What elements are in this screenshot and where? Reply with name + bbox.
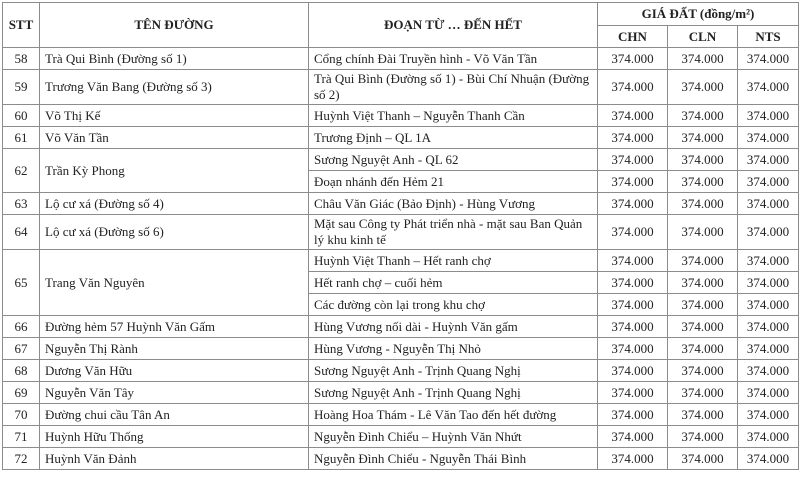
table-row — [3, 382, 799, 404]
cell-cln: 374.000 — [668, 294, 738, 316]
cell-cln: 374.000 — [668, 105, 738, 127]
cell-cln: 374.000 — [668, 426, 738, 448]
header-street-name: TÊN ĐƯỜNG — [40, 3, 309, 48]
table-row — [3, 250, 799, 272]
cell-segment: Hết ranh chợ – cuối hẻm — [309, 272, 598, 294]
table-row — [3, 316, 799, 338]
cell-chn: 374.000 — [598, 338, 668, 360]
cell-cln: 374.000 — [668, 48, 738, 70]
cell-stt: 58 — [3, 48, 40, 70]
cell-nts: 374.000 — [738, 338, 799, 360]
cell-segment: Nguyễn Đình Chiểu – Huỳnh Văn Nhứt — [309, 426, 598, 448]
cell-chn: 374.000 — [598, 149, 668, 171]
header-land-price: GIÁ ĐẤT (đồng/m²) — [598, 3, 799, 26]
cell-nts: 374.000 — [738, 70, 799, 105]
cell-segment: Hoàng Hoa Thám - Lê Văn Tao đến hết đường — [309, 404, 598, 426]
cell-chn: 374.000 — [598, 250, 668, 272]
cell-street-name: Trà Qui Bình (Đường số 1) — [40, 48, 309, 70]
cell-nts: 374.000 — [738, 48, 799, 70]
cell-chn: 374.000 — [598, 316, 668, 338]
cell-cln: 374.000 — [668, 360, 738, 382]
cell-cln: 374.000 — [668, 448, 738, 470]
cell-segment: Sương Nguyệt Anh - QL 62 — [309, 149, 598, 171]
cell-segment: Sương Nguyệt Anh - Trịnh Quang Nghị — [309, 360, 598, 382]
cell-nts: 374.000 — [738, 426, 799, 448]
cell-cln: 374.000 — [668, 193, 738, 215]
cell-stt: 59 — [3, 70, 40, 105]
cell-cln: 374.000 — [668, 382, 738, 404]
cell-stt: 71 — [3, 426, 40, 448]
cell-nts: 374.000 — [738, 294, 799, 316]
cell-nts: 374.000 — [738, 149, 799, 171]
cell-street-name: Trang Văn Nguyên — [40, 250, 309, 316]
cell-stt: 62 — [3, 149, 40, 193]
cell-cln: 374.000 — [668, 338, 738, 360]
cell-nts: 374.000 — [738, 448, 799, 470]
cell-nts: 374.000 — [738, 404, 799, 426]
cell-cln: 374.000 — [668, 215, 738, 250]
cell-street-name: Nguyễn Văn Tây — [40, 382, 309, 404]
cell-nts: 374.000 — [738, 316, 799, 338]
cell-stt: 63 — [3, 193, 40, 215]
cell-chn: 374.000 — [598, 70, 668, 105]
cell-stt: 72 — [3, 448, 40, 470]
cell-street-name: Nguyễn Thị Rành — [40, 338, 309, 360]
cell-nts: 374.000 — [738, 360, 799, 382]
cell-chn: 374.000 — [598, 171, 668, 193]
cell-chn: 374.000 — [598, 127, 668, 149]
cell-stt: 60 — [3, 105, 40, 127]
cell-nts: 374.000 — [738, 193, 799, 215]
cell-cln: 374.000 — [668, 171, 738, 193]
cell-chn: 374.000 — [598, 48, 668, 70]
cell-segment: Cổng chính Đài Truyền hình - Võ Văn Tần — [309, 48, 598, 70]
header-segment: ĐOẠN TỪ … ĐẾN HẾT — [309, 3, 598, 48]
cell-cln: 374.000 — [668, 404, 738, 426]
cell-segment: Mặt sau Công ty Phát triển nhà - mặt sau Ban Quản lý khu kinh tế — [309, 215, 598, 250]
table-row — [3, 193, 799, 215]
cell-stt: 65 — [3, 250, 40, 316]
table-row — [3, 70, 799, 105]
table-row — [3, 448, 799, 470]
cell-street-name: Huỳnh Văn Đảnh — [40, 448, 309, 470]
table-row — [3, 215, 799, 250]
cell-nts: 374.000 — [738, 215, 799, 250]
cell-cln: 374.000 — [668, 250, 738, 272]
header-chn: CHN — [598, 26, 668, 48]
table-row — [3, 426, 799, 448]
cell-stt: 67 — [3, 338, 40, 360]
cell-segment: Các đường còn lại trong khu chợ — [309, 294, 598, 316]
cell-stt: 69 — [3, 382, 40, 404]
cell-street-name: Trần Kỳ Phong — [40, 149, 309, 193]
cell-nts: 374.000 — [738, 171, 799, 193]
table-row — [3, 127, 799, 149]
cell-chn: 374.000 — [598, 193, 668, 215]
cell-street-name: Huỳnh Hữu Thống — [40, 426, 309, 448]
cell-segment: Sương Nguyệt Anh - Trịnh Quang Nghị — [309, 382, 598, 404]
cell-cln: 374.000 — [668, 316, 738, 338]
cell-chn: 374.000 — [598, 215, 668, 250]
cell-street-name: Lộ cư xá (Đường số 4) — [40, 193, 309, 215]
cell-street-name: Võ Văn Tần — [40, 127, 309, 149]
cell-cln: 374.000 — [668, 70, 738, 105]
cell-segment: Hùng Vương - Nguyễn Thị Nhỏ — [309, 338, 598, 360]
cell-cln: 374.000 — [668, 272, 738, 294]
cell-street-name: Đường chui cầu Tân An — [40, 404, 309, 426]
cell-segment: Trương Định – QL 1A — [309, 127, 598, 149]
header-nts: NTS — [738, 26, 799, 48]
cell-nts: 374.000 — [738, 382, 799, 404]
cell-nts: 374.000 — [738, 272, 799, 294]
cell-chn: 374.000 — [598, 382, 668, 404]
cell-segment: Trà Qui Bình (Đường số 1) - Bùi Chí Nhuận (Đường số 2) — [309, 70, 598, 105]
land-price-table — [2, 2, 799, 470]
cell-chn: 374.000 — [598, 272, 668, 294]
table-row — [3, 360, 799, 382]
table-row — [3, 48, 799, 70]
cell-street-name: Võ Thị Kế — [40, 105, 309, 127]
cell-cln: 374.000 — [668, 149, 738, 171]
cell-segment: Huỳnh Việt Thanh – Hết ranh chợ — [309, 250, 598, 272]
cell-stt: 64 — [3, 215, 40, 250]
cell-segment: Đoạn nhánh đến Hẻm 21 — [309, 171, 598, 193]
table-row — [3, 149, 799, 171]
cell-segment: Nguyễn Đình Chiểu - Nguyễn Thái Bình — [309, 448, 598, 470]
cell-stt: 70 — [3, 404, 40, 426]
table-row — [3, 338, 799, 360]
cell-segment: Huỳnh Việt Thanh – Nguyễn Thanh Cần — [309, 105, 598, 127]
cell-chn: 374.000 — [598, 426, 668, 448]
cell-street-name: Dương Văn Hữu — [40, 360, 309, 382]
cell-nts: 374.000 — [738, 127, 799, 149]
cell-segment: Hùng Vương nối dài - Huỳnh Văn gấm — [309, 316, 598, 338]
cell-segment: Châu Văn Giác (Bảo Định) - Hùng Vương — [309, 193, 598, 215]
cell-nts: 374.000 — [738, 105, 799, 127]
cell-street-name: Đường hẻm 57 Huỳnh Văn Gấm — [40, 316, 309, 338]
cell-street-name: Lộ cư xá (Đường số 6) — [40, 215, 309, 250]
table-row — [3, 404, 799, 426]
cell-stt: 68 — [3, 360, 40, 382]
cell-cln: 374.000 — [668, 127, 738, 149]
cell-chn: 374.000 — [598, 360, 668, 382]
header-stt: STT — [3, 3, 40, 48]
cell-chn: 374.000 — [598, 404, 668, 426]
cell-chn: 374.000 — [598, 294, 668, 316]
cell-nts: 374.000 — [738, 250, 799, 272]
header-cln: CLN — [668, 26, 738, 48]
cell-chn: 374.000 — [598, 105, 668, 127]
cell-stt: 66 — [3, 316, 40, 338]
table-row — [3, 105, 799, 127]
cell-stt: 61 — [3, 127, 40, 149]
cell-chn: 374.000 — [598, 448, 668, 470]
cell-street-name: Trương Văn Bang (Đường số 3) — [40, 70, 309, 105]
